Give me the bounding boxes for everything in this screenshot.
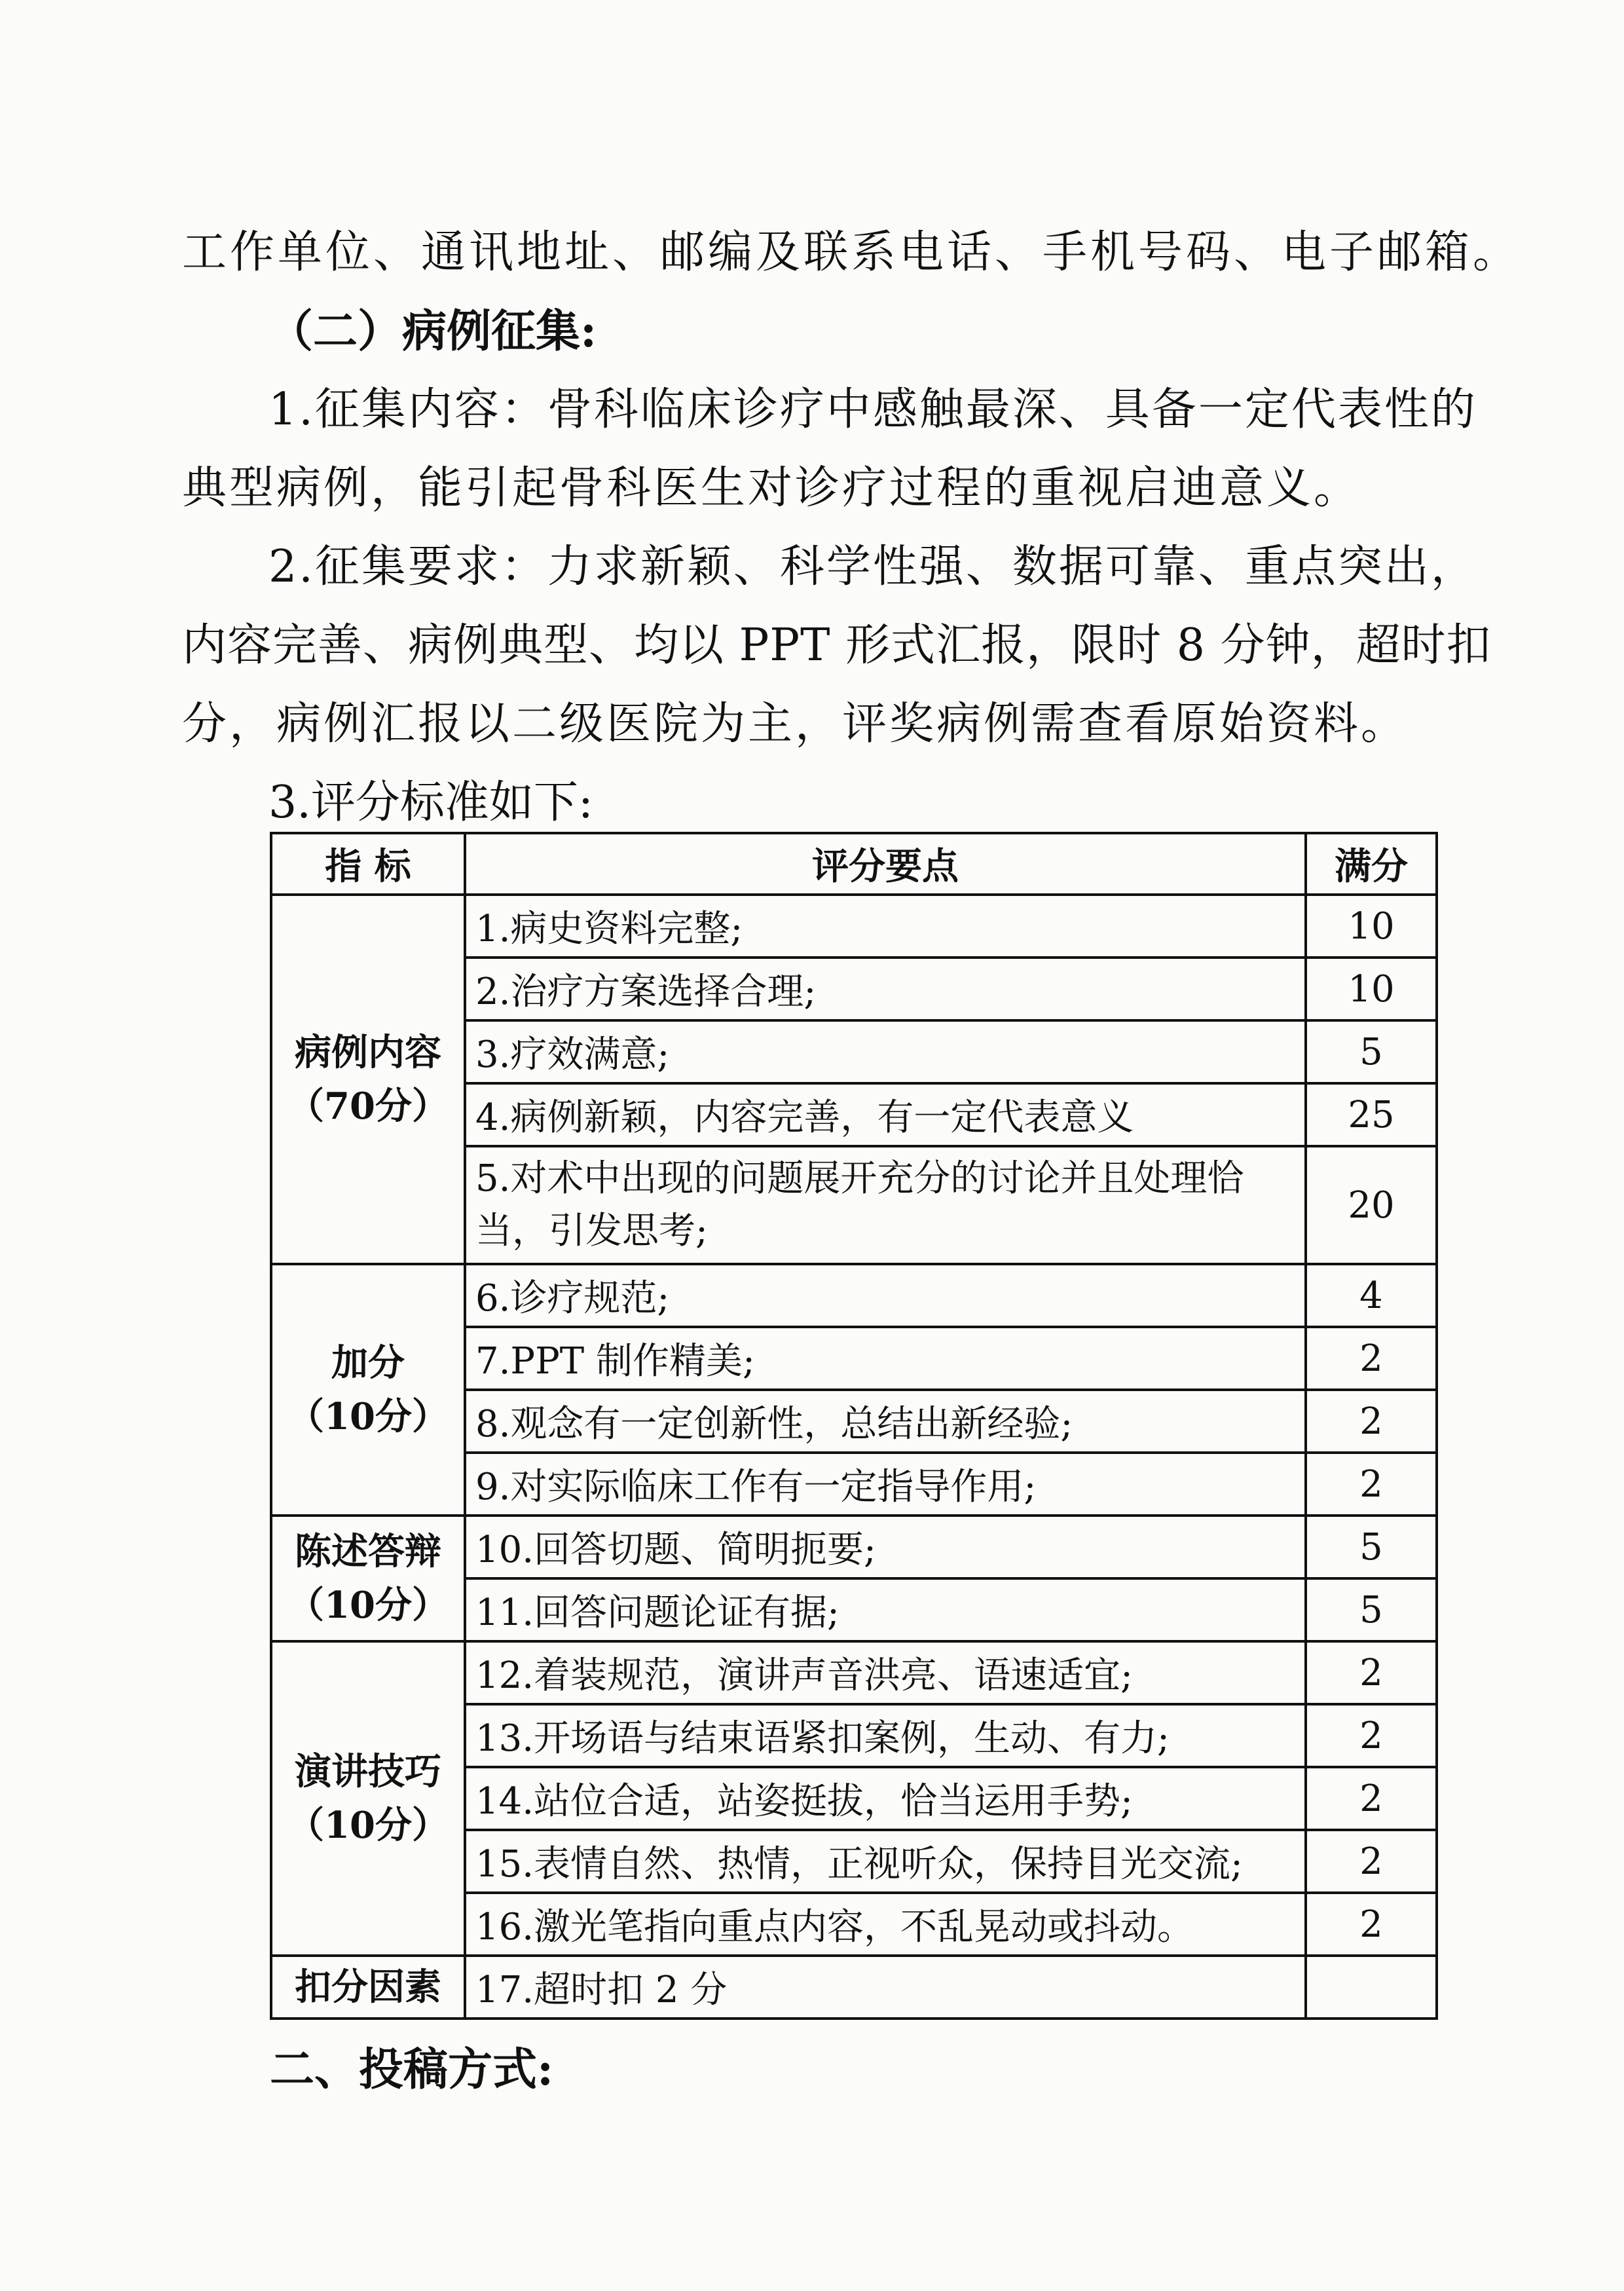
criterion-text: 14.站位合适，站姿挺拔，恰当运用手势; [465,1767,1306,1830]
criterion-text: 16.激光笔指向重点内容，不乱晃动或抖动。 [465,1893,1306,1956]
criterion-text: 12.着装规范，演讲声音洪亮、语速适宜; [465,1641,1306,1704]
category-presentation-defense [271,1516,465,1641]
criterion-score: 2 [1306,1453,1437,1516]
category-speech-skills [271,1641,465,1956]
table-row [271,895,1437,958]
criterion-score: 10 [1306,895,1437,958]
criterion-text: 9.对实际临床工作有一定指导作用; [465,1453,1306,1516]
criterion-text: 8.观念有一定创新性，总结出新经验; [465,1390,1306,1453]
criterion-text: 11.回答问题论证有据; [465,1578,1306,1641]
criterion-score: 2 [1306,1704,1437,1767]
table-row [271,1641,1437,1704]
category-points: （10分） [287,1804,449,1847]
category-name: 加分 [331,1341,405,1385]
criterion-score: 5 [1306,1578,1437,1641]
table-row [271,1956,1437,2019]
collection-content-line1: 1.征集内容：骨科临床诊疗中感触最深、具备一定代表性的 [268,384,1477,436]
section-heading-submission: 二、投稿方式: [270,2043,554,2096]
criterion-text: 5.对术中出现的问题展开充分的讨论并且处理恰当，引发思考; [465,1146,1306,1264]
criterion-score: 4 [1306,1264,1437,1327]
category-points: （70分） [287,1085,449,1128]
criterion-score: 10 [1306,958,1437,1020]
criterion-text: 2.治疗方案选择合理; [465,958,1306,1020]
category-name: 病例内容 [295,1031,441,1074]
category-name: 扣分因素 [295,1965,441,2009]
criterion-score [1306,1956,1437,2019]
collection-requirements-line1: 2.征集要求：力求新颖、科学性强、数据可靠、重点突出， [268,541,1477,593]
criterion-score: 5 [1306,1516,1437,1578]
table-row [271,1264,1437,1327]
section-heading-case-collection: （二）病例征集: [268,305,597,358]
criterion-score: 5 [1306,1020,1437,1083]
criterion-score: 2 [1306,1390,1437,1453]
criterion-score: 2 [1306,1767,1437,1830]
criterion-score: 2 [1306,1641,1437,1704]
criterion-score: 25 [1306,1083,1437,1146]
criterion-text: 10.回答切题、简明扼要; [465,1516,1306,1578]
header-indicator: 指 标 [271,833,465,895]
contact-info-line: 工作单位、通讯地址、邮编及联系电话、手机号码、电子邮箱。 [182,227,1521,278]
header-scoring-points: 评分要点 [465,833,1306,895]
table-row [271,1516,1437,1578]
category-points: （10分） [287,1395,449,1438]
criterion-score: 2 [1306,1327,1437,1390]
category-name: 演讲技巧 [295,1750,441,1793]
category-deductions [271,1956,465,2019]
scoring-table [270,832,1438,2020]
criterion-text: 1.病史资料完整; [465,895,1306,958]
criterion-score: 2 [1306,1893,1437,1956]
category-name: 陈述答辩 [295,1530,441,1573]
criterion-text: 4.病例新颖，内容完善，有一定代表意义 [465,1083,1306,1146]
category-points: （10分） [287,1584,449,1627]
collection-content-line2: 典型病例，能引起骨科医生对诊疗过程的重视启迪意义。 [182,462,1361,514]
table-header-row [271,833,1437,895]
criterion-text: 13.开场语与结束语紧扣案例，生动、有力; [465,1704,1306,1767]
criterion-text: 17.超时扣 2 分 [465,1956,1306,2019]
category-bonus [271,1264,465,1516]
criterion-text: 15.表情自然、热情，正视听众，保持目光交流; [465,1830,1306,1893]
collection-requirements-line3: 分，病例汇报以二级医院为主，评奖病例需查看原始资料。 [182,698,1409,750]
criterion-score: 20 [1306,1146,1437,1264]
criterion-score: 2 [1306,1830,1437,1893]
category-case-content [271,895,465,1264]
header-full-score: 满分 [1306,833,1437,895]
criterion-text: 3.疗效满意; [465,1020,1306,1083]
criterion-text: 6.诊疗规范; [465,1264,1306,1327]
scoring-criteria-intro: 3.评分标准如下: [268,777,593,829]
criterion-text: 7.PPT 制作精美; [465,1327,1306,1390]
collection-requirements-line2: 内容完善、病例典型、均以 PPT 形式汇报，限时 8 分钟，超时扣 [182,620,1492,671]
